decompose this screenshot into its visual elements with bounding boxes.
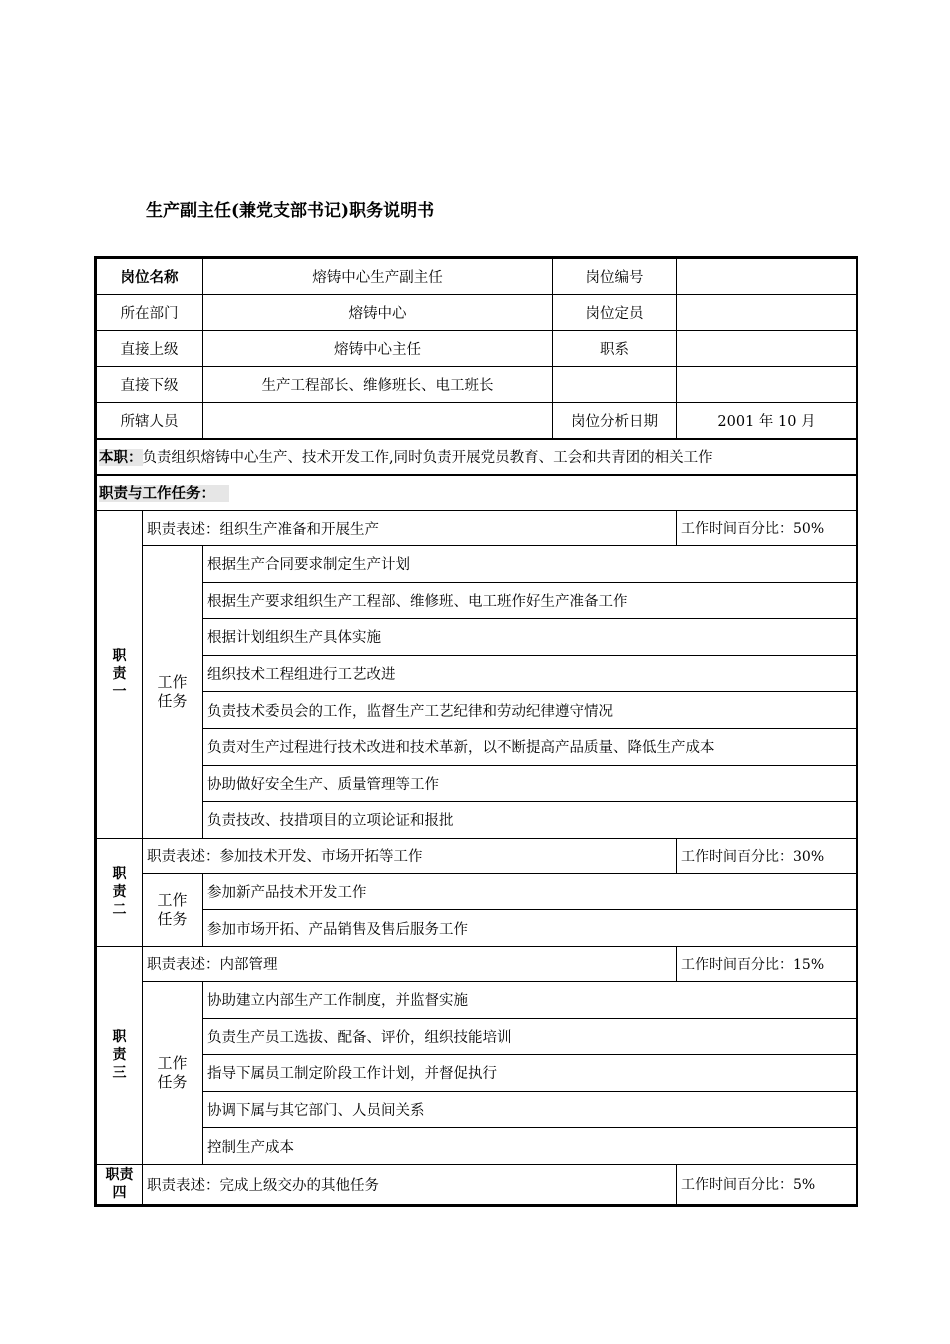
subordinate-label: 直接下级 [97,367,203,403]
info-row-superior [97,331,857,367]
resp-1-percent: 工作时间百分比：50% [677,511,857,546]
resp-4-desc-row [97,1164,857,1204]
task-item: 参加新产品技术开发工作 [203,873,857,910]
task-item: 根据计划组织生产具体实施 [203,619,857,656]
tasks-header-row [97,475,857,511]
series-value [677,331,857,367]
resp-2-desc-row [97,838,857,873]
resp-4-description: 职责表述：完成上级交办的其他任务 [143,1164,677,1204]
analysis-date-label: 岗位分析日期 [553,403,677,439]
resp-4-percent: 工作时间百分比：5% [677,1164,857,1204]
task-row [97,873,857,910]
info-row-dept [97,295,857,331]
task-item: 负责技术委员会的工作，监督生产工艺纪律和劳动纪律遵守情况 [203,692,857,729]
post-no-label: 岗位编号 [553,259,677,295]
post-no-value [677,259,857,295]
task-item: 参加市场开拓、产品销售及售后服务工作 [203,910,857,947]
subordinate-value: 生产工程部长、维修班长、电工班长 [203,367,553,403]
dept-value: 熔铸中心 [203,295,553,331]
info-row-post-name [97,259,857,295]
resp-2-task-label: 工作任务 [143,873,203,946]
empty-value-cell [677,367,857,403]
task-row [97,1091,857,1128]
task-item: 负责技改、技措项目的立项论证和报批 [203,802,857,839]
quota-value [677,295,857,331]
task-row [97,582,857,619]
duty-row [97,439,857,475]
dept-label: 所在部门 [97,295,203,331]
tasks-header: 职责与工作任务： [99,485,229,502]
resp-3-label: 职责三 [97,946,143,1164]
resp-1-description: 职责表述：组织生产准备和开展生产 [143,511,677,546]
task-row [97,910,857,947]
task-item: 协助建立内部生产工作制度，并监督实施 [203,981,857,1018]
resp-3-percent: 工作时间百分比：15% [677,946,857,981]
resp-4-label: 职责四 [97,1164,143,1204]
superior-value: 熔铸中心主任 [203,331,553,367]
task-item: 协调下属与其它部门、人员间关系 [203,1091,857,1128]
task-row [97,765,857,802]
job-description-form [94,256,858,1207]
managed-label: 所辖人员 [97,403,203,439]
resp-3-desc-row [97,946,857,981]
empty-label-cell [553,367,677,403]
resp-1-task-label: 工作任务 [143,546,203,839]
task-item: 根据生产合同要求制定生产计划 [203,546,857,583]
task-item: 负责生产员工选拔、配备、评价，组织技能培训 [203,1018,857,1055]
resp-2-percent: 工作时间百分比：30% [677,838,857,873]
duty-text: 负责组织熔铸中心生产、技术开发工作,同时负责开展党员教育、工会和共青团的相关工作 [142,450,713,466]
task-row [97,655,857,692]
resp-3-description: 职责表述：内部管理 [143,946,677,981]
post-name-value: 熔铸中心生产副主任 [203,259,553,295]
managed-value [203,403,553,439]
resp-2-description: 职责表述：参加技术开发、市场开拓等工作 [143,838,677,873]
resp-1-label: 职责一 [97,511,143,839]
task-item: 协助做好安全生产、质量管理等工作 [203,765,857,802]
superior-label: 直接上级 [97,331,203,367]
task-row [97,728,857,765]
task-item: 负责对生产过程进行技术改进和技术革新，以不断提高产品质量、降低生产成本 [203,728,857,765]
resp-2-label: 职责二 [97,838,143,946]
task-row [97,619,857,656]
task-row [97,546,857,583]
resp-3-task-label: 工作任务 [143,981,203,1164]
task-row [97,802,857,839]
quota-label: 岗位定员 [553,295,677,331]
page-title: 生产副主任(兼党支部书记)职务说明书 [146,201,435,221]
task-row [97,1128,857,1165]
task-row [97,1055,857,1092]
info-row-managed [97,403,857,439]
task-item: 指导下属员工制定阶段工作计划，并督促执行 [203,1055,857,1092]
post-name-label: 岗位名称 [97,259,203,295]
series-label: 职系 [553,331,677,367]
task-row [97,1018,857,1055]
info-row-subordinate [97,367,857,403]
job-description-table [96,258,857,1205]
task-item: 根据生产要求组织生产工程部、维修班、电工班作好生产准备工作 [203,582,857,619]
analysis-date-value: 2001 年 10 月 [677,403,857,439]
task-item: 组织技术工程组进行工艺改进 [203,655,857,692]
task-item: 控制生产成本 [203,1128,857,1165]
task-row [97,692,857,729]
duty-label: 本职： [99,449,143,466]
resp-1-desc-row [97,511,857,546]
task-row [97,981,857,1018]
